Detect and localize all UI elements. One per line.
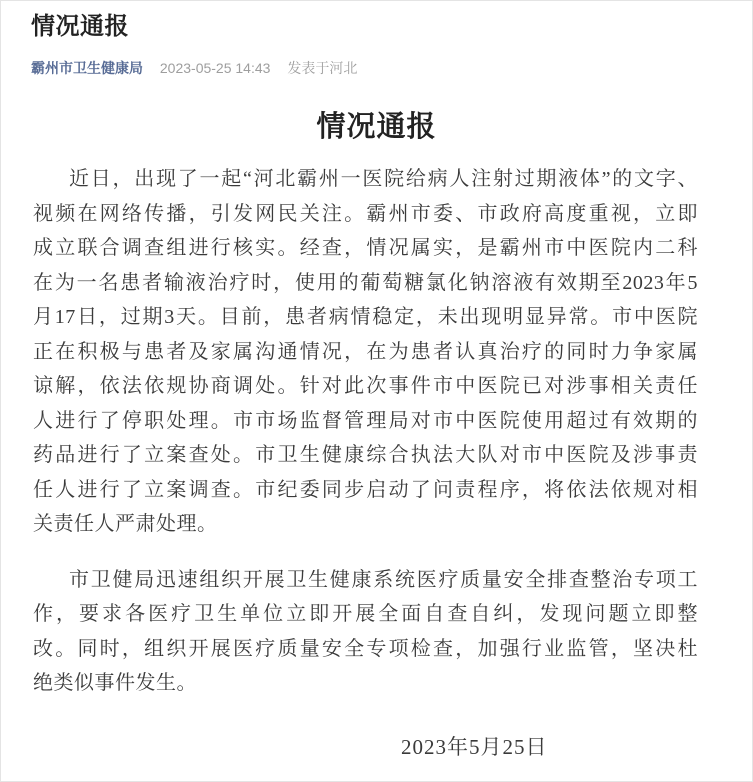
paragraph-line: 改。同时，组织开展医疗质量安全专项检查，加强行业监管，坚决杜 — [33, 637, 698, 660]
paragraph-line: 绝类似事件发生。 — [33, 672, 197, 694]
article-byline — [31, 58, 752, 78]
paragraph-line: 任人进行了立案调查。市纪委同步启动了问责程序，将依法依规对相 — [33, 478, 698, 501]
article-header-title: 情况通报 — [31, 13, 129, 40]
paragraph-line: 谅解，依法依规协商调处。针对此次事件市中医院已对涉事相关责任 — [33, 375, 698, 397]
publish-time: 2023-05-25 14:43 — [159, 60, 271, 76]
paragraph-line: 成立联合调查组进行核实。经查，情况属实，是霸州市中医院内二科 — [33, 237, 698, 259]
account-name-link[interactable]: 霸州市卫生健康局 — [31, 60, 143, 76]
article-sign-date: 2023年5月25日 — [401, 734, 548, 759]
paragraph-line: 关责任人严肃处理。 — [33, 513, 218, 535]
article-body-title: 情况通报 — [316, 111, 437, 143]
paragraph-line: 正在积极与患者及家属沟通情况，在为患者认真治疗的同时力争家属 — [33, 340, 698, 363]
paragraph-line: 市卫健局迅速组织开展卫生健康系统医疗质量安全排查整治专项工 — [69, 568, 698, 591]
paragraph-line: 药品进行了立案查处。市卫生健康综合执法大队对市中医院及涉事责 — [33, 444, 698, 466]
publish-location: 发表于河北 — [287, 60, 358, 76]
paragraph — [33, 563, 698, 701]
article-content — [33, 162, 698, 764]
paragraph-line: 视频在网络传播，引发网民关注。霸州市委、市政府高度重视，立即 — [33, 202, 698, 225]
paragraph-line: 人进行了停职处理。市市场监督管理局对市中医院使用超过有效期的 — [33, 409, 698, 432]
paragraph-line: 作，要求各医疗卫生单位立即开展全面自查自纠，发现问题立即整 — [33, 603, 698, 625]
paragraph — [33, 162, 698, 542]
paragraph-line: 在为一名患者输液治疗时，使用的葡萄糖氯化钠溶液有效期至2023年5 — [33, 271, 698, 294]
paragraph-line: 近日，出现了一起“河北霸州一医院给病人注射过期液体”的文字、 — [69, 168, 698, 190]
paragraph-line: 月17日，过期3天。目前，患者病情稳定，未出现明显异常。市中医院 — [33, 306, 698, 328]
